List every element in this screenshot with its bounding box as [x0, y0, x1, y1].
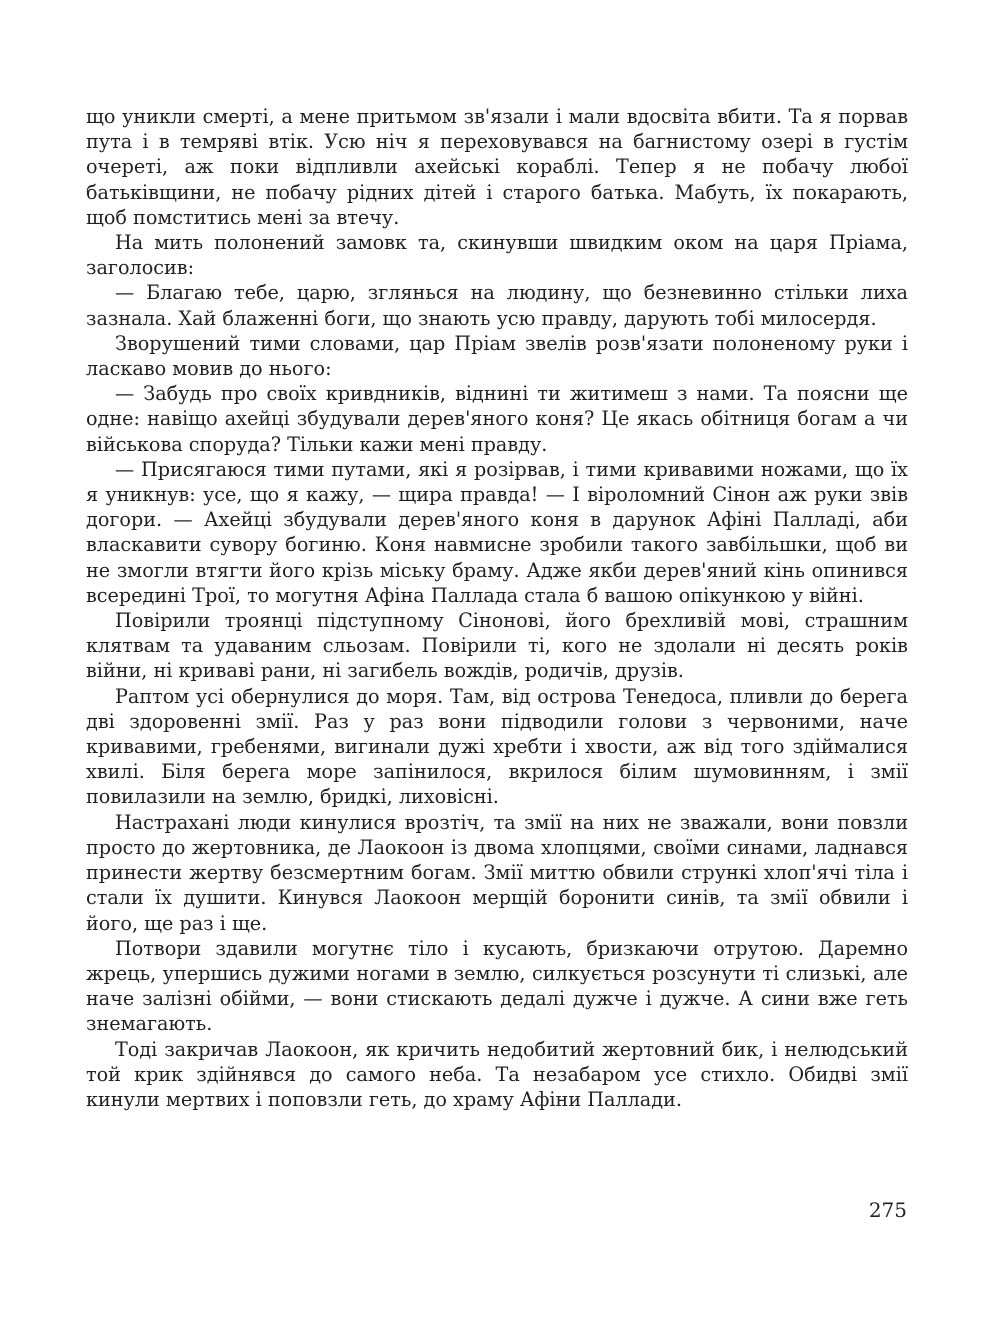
paragraph: Повірили троянці підступному Сінонові, його брехливій мові, страшним клятвам та удаваним сльозам. Повірили ті, кого не здолали ні десять років війни, ні криваві рани, ні загибель вождів, родичів, друзів. — [86, 609, 908, 683]
paragraph: — Присягаюся тими путами, які я розірвав, і тими кривавими ножами, що їх я уникнув: усе, що я кажу, — щира правда! — І віроломний Сінон аж руки звів догори. — Ахейці збудували дерев'яного коня в дарунок Афіні Палладі, аби власкавити сувору богиню. Коня навмисне зробили такого завбільшки, щоб ви не змогли втягти його крізь міську браму. Адже якби дерев'яний кінь опинився всередині Трої, то могутня Афіна Паллада стала б вашою опікункою у війні. — [86, 457, 908, 607]
paragraph: Тоді закричав Лаокоон, як кричить недобитий жертовний бик, і нелюдський той крик здійнявся до самого неба. Та незабаром усе стихло. Обидві змії кинули мертвих і поповзли геть, до храму Афіни Паллади. — [86, 1037, 908, 1111]
paragraph: Потвори здавили могутнє тіло і кусають, бризкаючи отрутою. Даремно жрець, упершись дужими ногами в землю, силкується розсунути ті слизькі, але наче залізні обійми, — вони стискають дедалі дужче і дужче. А сини вже геть знемагають. — [86, 936, 908, 1036]
paragraph: Настрахані люди кинулися врозтіч, та змії на них не зважали, вони повзли просто до жертовника, де Лаокоон із двома хлопцями, своїми синами, ладнався принести жертву безсмертним богам. Змії миттю обвили стрункі хлоп'ячі тіла і стали їх душити. Кинувся Лаокоон мерщій боронити синів, та змії обвили і його, ще раз і ще. — [86, 810, 908, 935]
paragraph: — Благаю тебе, царю, зглянься на людину, що безневинно стільки лиха зазнала. Хай блаженні боги, що знають усю правду, дарують тобі милосердя. — [86, 281, 908, 330]
page-number: 275 — [868, 1198, 907, 1222]
paragraph: На мить полонений замовк та, скинувши швидким оком на царя Пріама, заголосив: — [86, 231, 908, 280]
paragraph: Раптом усі обернулися до моря. Там, від острова Тенедоса, пливли до берега дві здоровенні змії. Раз у раз вони підводили голови з червоними, наче кривавими, гребенями, вигинали дужі хребти і хвости, аж від того здіймалися хвилі. Біля берега море запінилося, вкрилося білим шумовинням, і змії повилазили на землю, бридкі, лиховісні. — [86, 684, 908, 809]
body-text — [86, 104, 908, 1112]
paragraph: що уникли смерті, а мене притьмом зв'язали і мали вдосвіта вбити. Та я порвав пута і в темряві втік. Усю ніч я переховувався на багнистому озері в густім очереті, аж поки відпливли ахейські кораблі. Тепер я не побачу любої батьківщини, не побачу рідних дітей і старого батька. Мабуть, їх покарають, щоб помститись мені за втечу. — [86, 105, 908, 229]
paragraph: — Забудь про своїх кривдників, віднині ти житимеш з нами. Та поясни ще одне: навіщо ахейці збудували дерев'яного коня? Це якась обітниця богам а чи військова споруда? Тільки кажи мені правду. — [86, 382, 908, 456]
paragraph: Зворушений тими словами, цар Пріам звелів розв'язати полоненому руки і ласкаво мовив до нього: — [86, 331, 908, 381]
